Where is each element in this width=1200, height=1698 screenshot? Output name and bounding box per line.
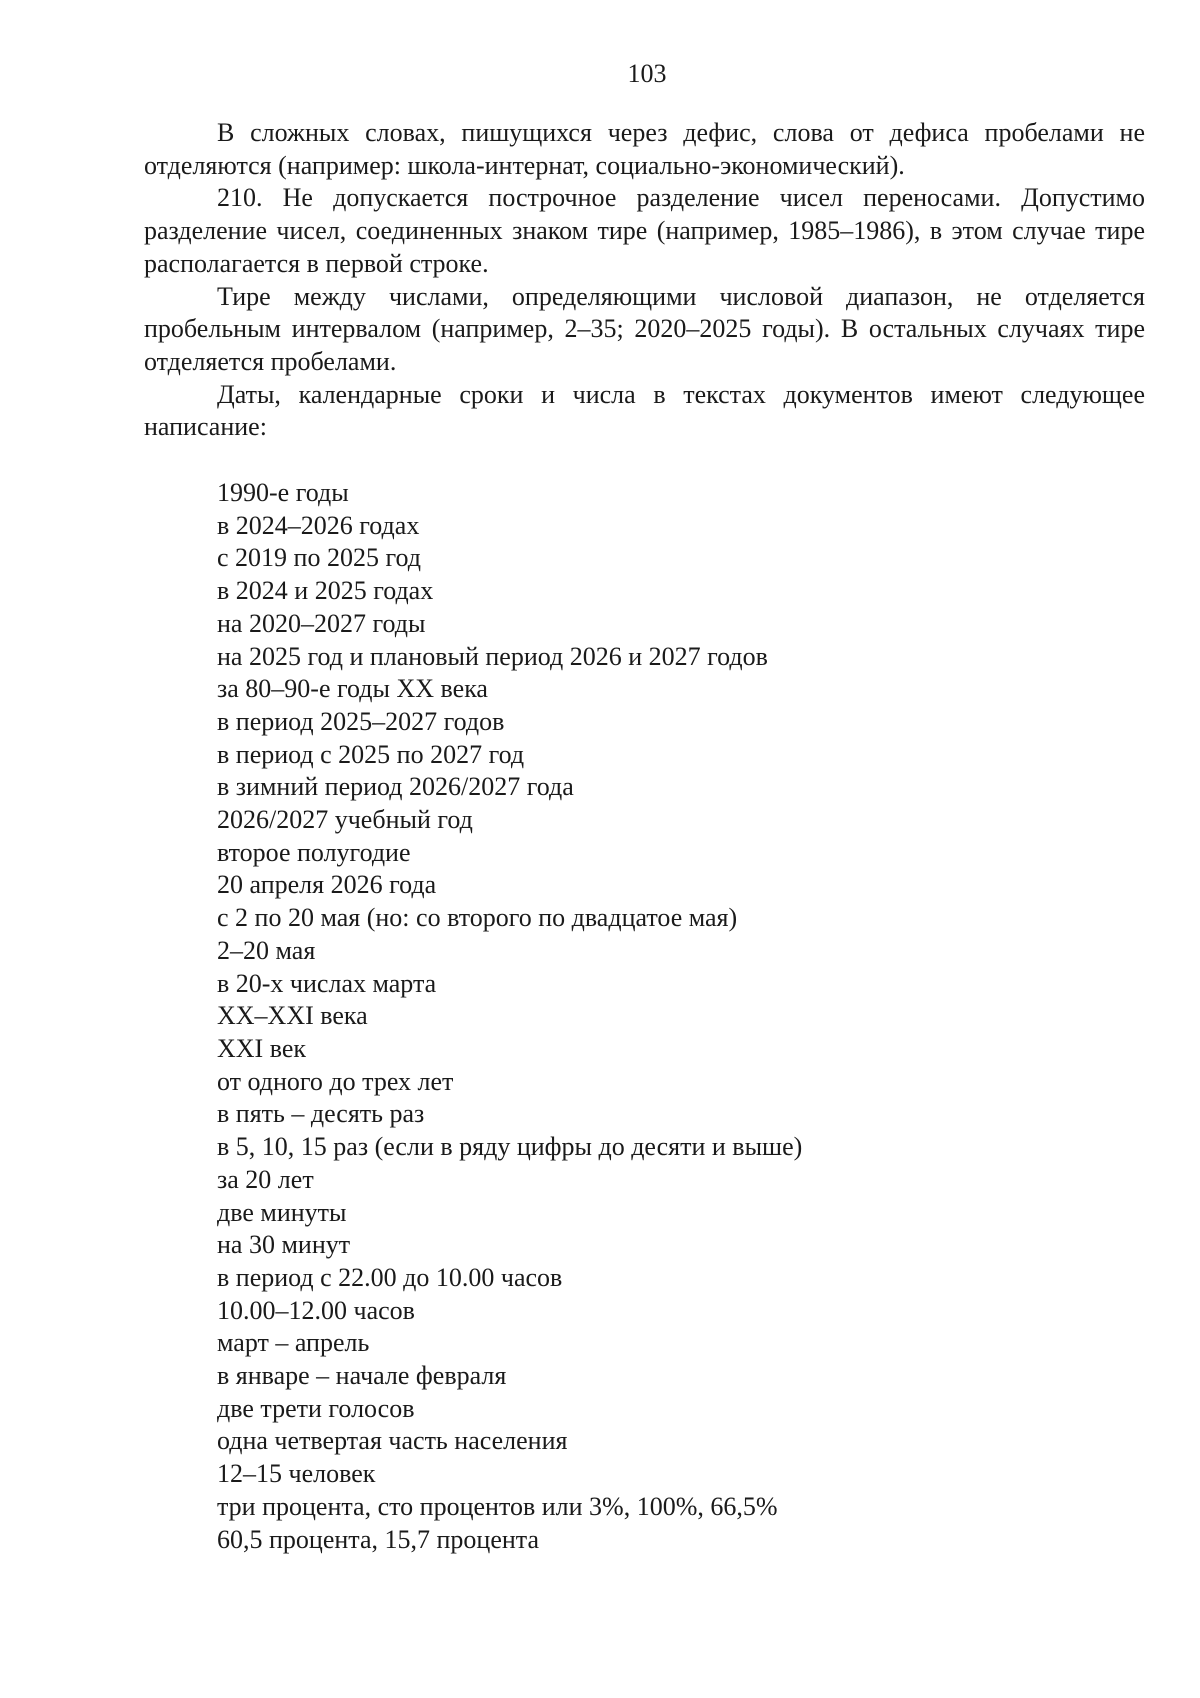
example-item: в период с 22.00 до 10.00 часов — [217, 1262, 563, 1292]
example-item: 1990-е годы — [217, 478, 349, 508]
example-item: в 2024–2026 годах — [217, 510, 420, 540]
example-item: 12–15 человек — [217, 1459, 376, 1489]
example-item: в январе – начале февраля — [217, 1361, 507, 1391]
document-body — [144, 117, 1145, 1556]
example-item: 10.00–12.00 часов — [217, 1295, 415, 1325]
paragraph-210-number-wrapping: 210. Не допускается построчное разделение чисел переносами. Допустимо разделение чисел, соединенных знаком тире (например, 1985–1986), в этом случае тире располагается в первой строке. — [144, 183, 1145, 278]
example-item: 2026/2027 учебный год — [217, 805, 473, 835]
example-item: в 20-х числах марта — [217, 968, 437, 998]
example-item: от одного до трех лет — [217, 1066, 454, 1096]
example-item: на 2020–2027 годы — [217, 608, 426, 638]
paragraph-dash-spacing: Тире между числами, определяющими числовой диапазон, не отделяется пробельным интервалом (например, 2–35; 2020–2025 годы). В остальных случаях тире отделяется пробелами. — [144, 281, 1145, 376]
page-number: 103 — [627, 59, 667, 88]
example-item: две минуты — [217, 1197, 347, 1227]
example-item: в пять – десять раз — [217, 1099, 425, 1129]
example-item: две трети голосов — [217, 1393, 415, 1423]
example-item: 60,5 процента, 15,7 процента — [217, 1524, 540, 1554]
example-item: три процента, сто процентов или 3%, 100%, 66,5% — [217, 1491, 778, 1521]
examples-list — [144, 477, 1145, 1556]
example-item: на 2025 год и плановый период 2026 и 2027 годов — [217, 641, 768, 671]
example-item: 20 апреля 2026 года — [217, 870, 437, 900]
example-item: одна четвертая часть населения — [217, 1426, 568, 1456]
example-item: в 2024 и 2025 годах — [217, 576, 434, 606]
example-item: на 30 минут — [217, 1230, 351, 1260]
example-item: в 5, 10, 15 раз (если в ряду цифры до десяти и выше) — [217, 1132, 803, 1162]
paragraph-dates-intro: Даты, календарные сроки и числа в текстах документов имеют следующее написание: — [144, 379, 1145, 442]
example-item: в период 2025–2027 годов — [217, 706, 505, 736]
example-item: за 20 лет — [217, 1164, 314, 1194]
paragraph-hyphenated-words: В сложных словах, пишущихся через дефис, слова от дефиса пробелами не отделяются (например: школа-интернат, социально-экономический). — [144, 118, 1145, 180]
example-item: за 80–90-е годы XX века — [217, 674, 488, 704]
example-item: с 2019 по 2025 год — [217, 543, 421, 573]
example-item: XXI век — [217, 1033, 307, 1063]
example-item: в период с 2025 по 2027 год — [217, 739, 525, 769]
example-item: с 2 по 20 мая (но: со второго по двадцатое мая) — [217, 903, 738, 933]
example-item: март – апрель — [217, 1328, 370, 1358]
example-item: XX–XXI века — [217, 1001, 368, 1031]
example-item: 2–20 мая — [217, 935, 316, 965]
example-item: в зимний период 2026/2027 года — [217, 772, 574, 802]
example-item: второе полугодие — [217, 837, 411, 867]
